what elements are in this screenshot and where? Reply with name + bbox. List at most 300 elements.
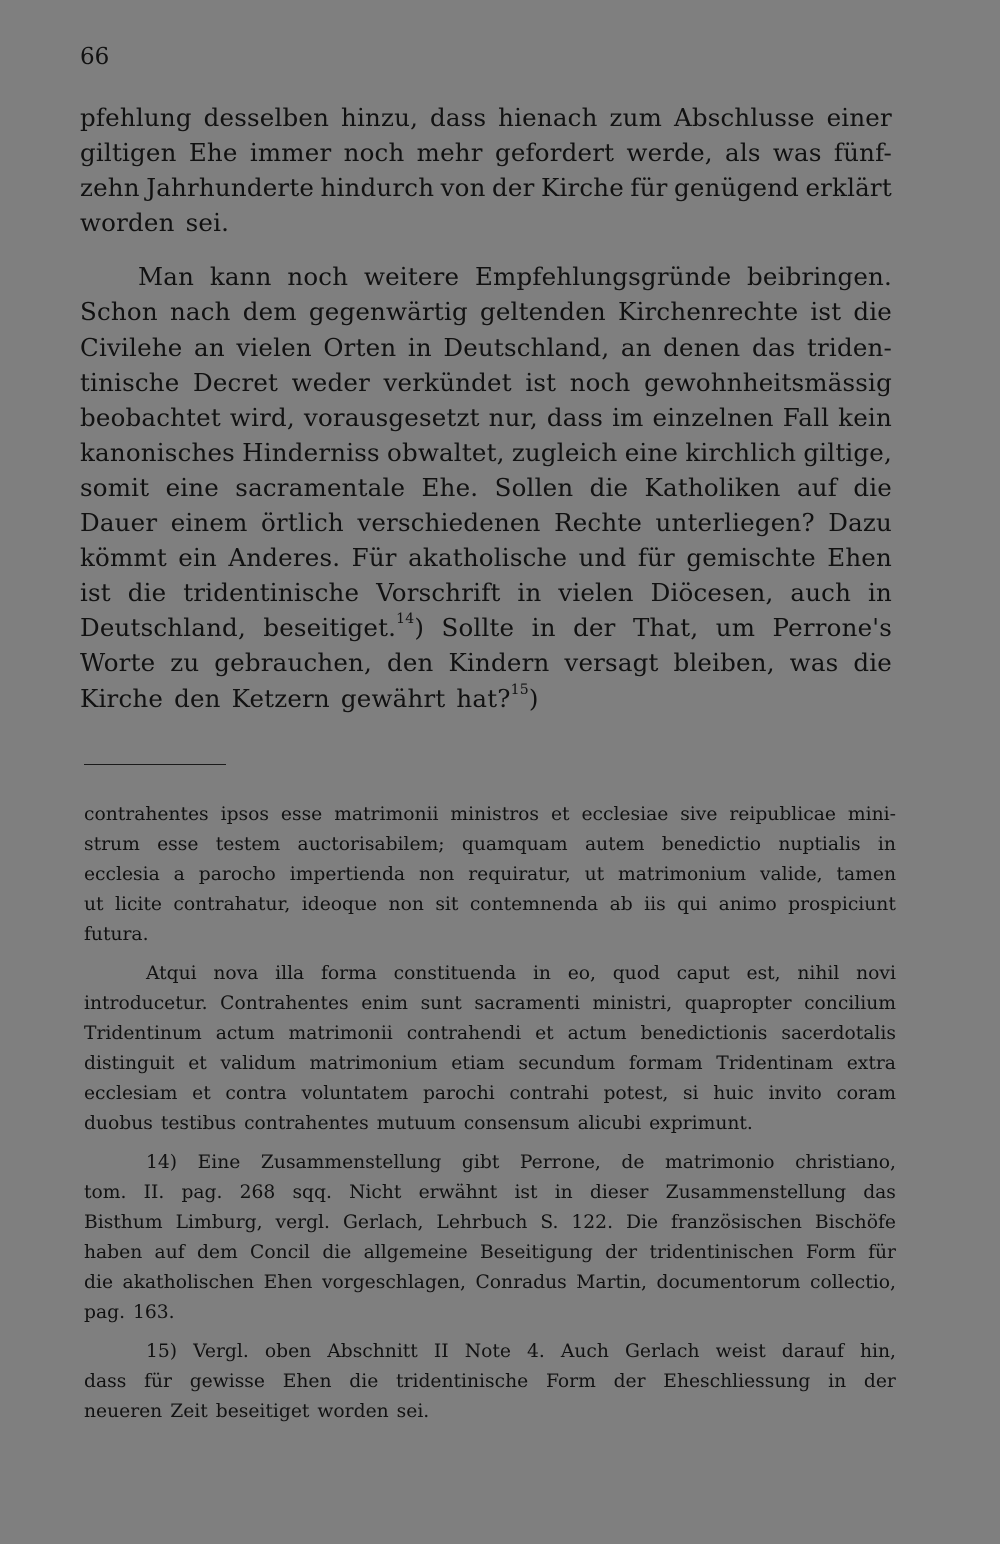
word: valide, [759, 864, 823, 885]
word: auch [790, 578, 852, 608]
word: neueren [84, 1401, 163, 1422]
word: strum [84, 834, 140, 855]
word: nuptialis [778, 834, 861, 855]
word: potest, [603, 1083, 669, 1104]
word: verschiedenen [357, 508, 541, 538]
word: sacerdotalis [781, 1023, 896, 1044]
word: Dauer [80, 508, 158, 538]
word: der [613, 1371, 646, 1392]
word: 163. [133, 1302, 175, 1323]
word: hat?$^{15}$) [456, 681, 539, 713]
word: mutuum [376, 1113, 456, 1134]
word: sei. [185, 208, 230, 238]
word: ecclesiam [84, 1083, 178, 1104]
word: a [173, 864, 185, 885]
word: auf [796, 472, 838, 502]
word: für [637, 543, 675, 573]
word: in [407, 332, 432, 362]
word: esse [157, 834, 199, 855]
word: genügend [674, 173, 800, 203]
footnote-line [84, 830, 896, 860]
word: weder [291, 367, 370, 397]
word: oben [264, 1341, 312, 1362]
word: Decret [192, 367, 279, 397]
word: futura. [84, 924, 149, 945]
word: gegenwärtig [308, 297, 468, 327]
word: hinzu, [341, 103, 419, 132]
word: contrahentes [244, 1113, 369, 1134]
word: denen [663, 332, 741, 362]
page-number: 66 [80, 44, 110, 70]
word: der [573, 613, 616, 643]
word: Gerlach [624, 1341, 700, 1362]
footnote-line [84, 1109, 896, 1139]
word: gefordert [494, 138, 615, 168]
word: Conradus [475, 1272, 567, 1293]
word: voluntatem [301, 1083, 409, 1104]
word: vielen [558, 578, 634, 608]
word: die [322, 1242, 352, 1263]
word: geltenden [479, 297, 606, 327]
word: für [868, 1242, 896, 1263]
word: licite [115, 894, 162, 915]
word: Nicht [349, 1182, 402, 1203]
word: Gerlach, [342, 1212, 424, 1233]
word: matrimonii [288, 1023, 393, 1044]
word: mehr [416, 138, 483, 168]
word: est, [746, 963, 781, 984]
word: in [554, 1182, 573, 1203]
word: pag. [84, 1302, 126, 1323]
word: Eheschliessung [663, 1371, 811, 1392]
word: verkündet [383, 367, 512, 397]
word: ecclesia [84, 864, 160, 885]
text-line [80, 365, 892, 400]
word: Zusammenstellung [665, 1182, 847, 1203]
word: werde, [626, 138, 713, 168]
word: II [433, 1341, 449, 1362]
word: 122. [571, 1212, 614, 1233]
word: formam [628, 1053, 703, 1074]
footnote-line [84, 1298, 896, 1328]
word: fünf- [833, 138, 892, 168]
word: consensum [463, 1113, 570, 1134]
word: die [853, 297, 892, 327]
word: Civilehe [80, 332, 183, 362]
word: etiam [451, 1053, 505, 1074]
word: örtlich [260, 508, 344, 538]
word: kirchlich [685, 437, 797, 467]
word: exprimunt. [649, 1113, 753, 1134]
word: tridentinische [396, 1371, 529, 1392]
word: ideoque [301, 894, 378, 915]
footnote-line [84, 1148, 896, 1178]
footnote-paragraph [84, 800, 896, 950]
word: und [578, 543, 627, 573]
word: animo [718, 894, 777, 915]
footnote-line [84, 1208, 896, 1238]
word: Tridentinum [84, 1023, 202, 1044]
word: Perrone, [519, 1152, 601, 1173]
word: immer [249, 138, 332, 168]
word: dieser [589, 1182, 649, 1203]
word: einzelnen [652, 402, 774, 432]
footnote-line [84, 800, 896, 830]
word: matrimonium [309, 1053, 438, 1074]
word: concilium [804, 993, 896, 1014]
word: nihil [797, 963, 840, 984]
word: akatholische [408, 543, 568, 573]
word: weist [715, 1341, 766, 1362]
footnote-line [84, 959, 896, 989]
word: das [863, 1182, 896, 1203]
word: darauf [781, 1341, 844, 1362]
word: contrahatur, [173, 894, 291, 915]
paragraph-gap [80, 240, 892, 259]
word: zum [609, 103, 663, 132]
word: prospiciunt [788, 894, 896, 915]
word: noch [287, 262, 349, 292]
word: Zeit [170, 1401, 208, 1422]
word: dass [430, 103, 487, 132]
word: Vorschrift [376, 578, 501, 608]
word: in [867, 578, 892, 608]
word: gewährt [340, 683, 446, 713]
word: Ketzern [231, 683, 330, 713]
word: contrahentes [84, 804, 209, 825]
text-line [80, 100, 892, 135]
word: sunt [420, 993, 462, 1014]
footnote-line [84, 920, 896, 950]
word: Kirche [540, 173, 624, 203]
word: Tridentinam [716, 1053, 834, 1074]
word: somit [80, 472, 150, 502]
word: et [550, 804, 570, 825]
word: Bisthum [84, 1212, 163, 1233]
word: autem [584, 834, 645, 855]
word: Form [545, 1371, 596, 1392]
word: wird, [229, 402, 295, 432]
word: documentorum [656, 1272, 801, 1293]
footnote-line [84, 1049, 896, 1079]
footnote-line [84, 1268, 896, 1298]
word: noch [569, 367, 631, 397]
word: ipsos [220, 804, 269, 825]
word: Perrone's [772, 613, 892, 643]
word: haben [84, 1242, 143, 1263]
word: dass [546, 402, 604, 432]
word: illa [275, 963, 305, 984]
word: duobus [84, 1113, 153, 1134]
word: tinische [80, 367, 180, 397]
word: Concil [250, 1242, 311, 1263]
word: S. [540, 1212, 559, 1233]
word: Limburg, [175, 1212, 263, 1233]
word: auctorisabilem; [297, 834, 445, 855]
word: ut [84, 894, 104, 915]
word: beobachtet [80, 402, 221, 432]
word: Deutschland, [80, 613, 246, 643]
text-line [80, 575, 892, 610]
word: worden [317, 1401, 389, 1422]
word: beseitiget.$^{14}$) [263, 611, 425, 643]
word: in [877, 834, 896, 855]
word: Worte [80, 648, 156, 678]
word: ist [80, 578, 111, 608]
word: ut [584, 864, 605, 885]
word: versagt [564, 648, 659, 678]
word: vielen [236, 332, 312, 362]
word: Jahrhunderte [146, 173, 315, 203]
word: weitere [363, 262, 460, 292]
word: ministri, [592, 993, 673, 1014]
word: non [388, 894, 424, 915]
word: Kirchenrechte [617, 297, 799, 327]
word: kein [838, 402, 892, 432]
footnote-reference: 15 [510, 681, 529, 698]
word: novi [856, 963, 896, 984]
word: die [589, 472, 629, 502]
word: si [682, 1083, 699, 1104]
word: 4. [526, 1341, 545, 1362]
word: requiratur, [468, 864, 571, 885]
text-line [80, 400, 892, 435]
word: qui [677, 894, 708, 915]
word: akatholischen [122, 1272, 255, 1293]
word: bleiben, [673, 648, 775, 678]
word: Eine [197, 1152, 241, 1173]
footnote-line [84, 860, 896, 890]
word: die [84, 1272, 113, 1293]
word: sacramentale [235, 472, 406, 502]
word: quamquam [461, 834, 568, 855]
word: tridentinischen [649, 1242, 794, 1263]
word: collectio, [810, 1272, 896, 1293]
word: den [174, 683, 221, 713]
word: Abschnitt [327, 1341, 418, 1362]
word: tom. [84, 1182, 127, 1203]
word: benedictio [661, 834, 762, 855]
word: quapropter [684, 993, 792, 1014]
footnote-line [84, 1019, 896, 1049]
word: et [535, 1023, 554, 1044]
word: sei. [396, 1401, 430, 1422]
word: ein [178, 543, 218, 573]
paragraph [80, 259, 892, 715]
text-line [80, 135, 892, 170]
word: Sollte [441, 613, 515, 643]
word: 268 [239, 1182, 276, 1203]
word: in [517, 578, 542, 608]
footnote-line [84, 1178, 896, 1208]
word: gebrauchen, [214, 648, 373, 678]
word: ecclesiae [581, 804, 669, 825]
word: iis [644, 894, 666, 915]
word: Sollen [494, 472, 574, 502]
word: zu [170, 648, 200, 678]
word: testem [215, 834, 281, 855]
word: validum [220, 1053, 296, 1074]
word: introducetur. [84, 993, 208, 1014]
word: vorausgesetzt [303, 402, 480, 432]
main-text [80, 100, 892, 716]
word: von [440, 173, 486, 203]
word: contrahendi [406, 1023, 522, 1044]
word: giltigen [80, 138, 177, 168]
footnote-reference: 14 [396, 611, 415, 628]
word: Ehen [282, 1371, 332, 1392]
footnote-line [84, 1079, 896, 1109]
word: in [531, 613, 556, 643]
word: ist [525, 367, 557, 397]
word: contra [225, 1083, 287, 1104]
text-line [80, 294, 892, 329]
word: Für [351, 543, 397, 573]
footnote-paragraph [84, 1148, 896, 1328]
word: triden- [806, 332, 892, 362]
word: parochi [422, 1083, 495, 1104]
word: Contrahentes [220, 993, 349, 1014]
word: eo, [567, 963, 596, 984]
word: et [188, 1053, 207, 1074]
word: hin, [859, 1341, 896, 1362]
text-line [80, 645, 892, 680]
word: Schon [80, 297, 158, 327]
word: parocho [198, 864, 276, 885]
word: kann [209, 262, 272, 292]
word: dass [84, 1371, 127, 1392]
word: tridentinische [183, 578, 360, 608]
word: die [853, 648, 892, 678]
word: gibt [461, 1152, 500, 1173]
word: Auch [560, 1341, 609, 1362]
word: einer [826, 103, 892, 132]
word: Orten [323, 332, 397, 362]
word: französischen [671, 1212, 802, 1233]
word: auf [154, 1242, 185, 1263]
word: Ehen [263, 1272, 313, 1293]
word: hindurch [320, 173, 435, 203]
text-line [80, 610, 892, 645]
word: 15) [146, 1341, 178, 1362]
word: esse [280, 804, 323, 825]
footnote-line [84, 1238, 896, 1268]
word: was [789, 648, 839, 678]
word: zugleich [511, 437, 618, 467]
word: erklärt [805, 173, 892, 203]
word: der [492, 173, 535, 203]
word: enim [361, 993, 409, 1014]
word: contemnenda [469, 894, 599, 915]
word: nova [213, 963, 259, 984]
word: Hinderniss [242, 437, 380, 467]
word: Rechte [554, 508, 643, 538]
word: der [863, 1371, 896, 1392]
word: Martin, [576, 1272, 647, 1293]
word: für [144, 1371, 172, 1392]
word: gewohnheitsmässig [644, 367, 892, 397]
word: als [725, 138, 761, 168]
word: Kindern [448, 648, 550, 678]
word: im [612, 402, 644, 432]
word: Dazu [828, 508, 892, 538]
text-line [80, 681, 892, 716]
word: um [715, 613, 756, 643]
word: Bischöfe [814, 1212, 896, 1233]
word: Diöcesen, [650, 578, 774, 608]
text-line [80, 170, 892, 205]
footnote-separator [84, 764, 226, 765]
word: nach [169, 297, 231, 327]
word: huic [713, 1083, 754, 1104]
word: in [532, 963, 551, 984]
word: desselben [203, 103, 330, 132]
word: Katholiken [644, 472, 781, 502]
word: Zusammenstellung [260, 1152, 442, 1173]
word: worden [80, 208, 175, 238]
word: vergl. [275, 1212, 330, 1233]
text-line [80, 205, 892, 240]
footnotes [84, 800, 896, 1427]
word: eine [165, 472, 219, 502]
word: Lehrbuch [436, 1212, 528, 1233]
word: Deutschland, [443, 332, 610, 362]
word: actum [567, 1023, 627, 1044]
word: beseitiget [215, 1401, 310, 1422]
word: Die [626, 1212, 659, 1233]
footnote-line [84, 1397, 896, 1427]
word: mini- [847, 804, 896, 825]
word: kömmt [80, 543, 167, 573]
word: gemischte [686, 543, 816, 573]
text-line [80, 505, 892, 540]
word: secundum [518, 1053, 616, 1074]
word: Man [138, 262, 195, 292]
word: an [194, 332, 225, 362]
word: erwähnt [418, 1182, 498, 1203]
word: die [127, 578, 167, 608]
word: et [192, 1083, 211, 1104]
word: pag. [181, 1182, 223, 1203]
word: was [772, 138, 822, 168]
footnote-paragraph [84, 959, 896, 1139]
paragraph [80, 100, 892, 240]
text-line [80, 259, 892, 294]
word: Empfehlungsgründe [474, 262, 732, 292]
word: ministros [450, 804, 539, 825]
paragraph-gap [84, 1328, 896, 1337]
word: Note [464, 1341, 511, 1362]
text-line [80, 540, 892, 575]
word: gewisse [189, 1371, 265, 1392]
word: pfehlung [80, 103, 192, 132]
word: benedictionis [640, 1023, 768, 1044]
footnote-line [84, 890, 896, 920]
word: extra [846, 1053, 896, 1074]
word: contrahi [509, 1083, 589, 1104]
word: sacramenti [474, 993, 580, 1014]
word: giltige, [803, 437, 892, 467]
word: Ehe [188, 138, 238, 168]
word: constituenda [393, 963, 517, 984]
word: reipublicae [729, 804, 836, 825]
word: zehn [80, 173, 140, 203]
word: testibus [160, 1113, 237, 1134]
word: impertienda [289, 864, 406, 885]
word: ist [514, 1182, 538, 1203]
word: II. [143, 1182, 165, 1203]
word: beibringen. [747, 262, 892, 292]
